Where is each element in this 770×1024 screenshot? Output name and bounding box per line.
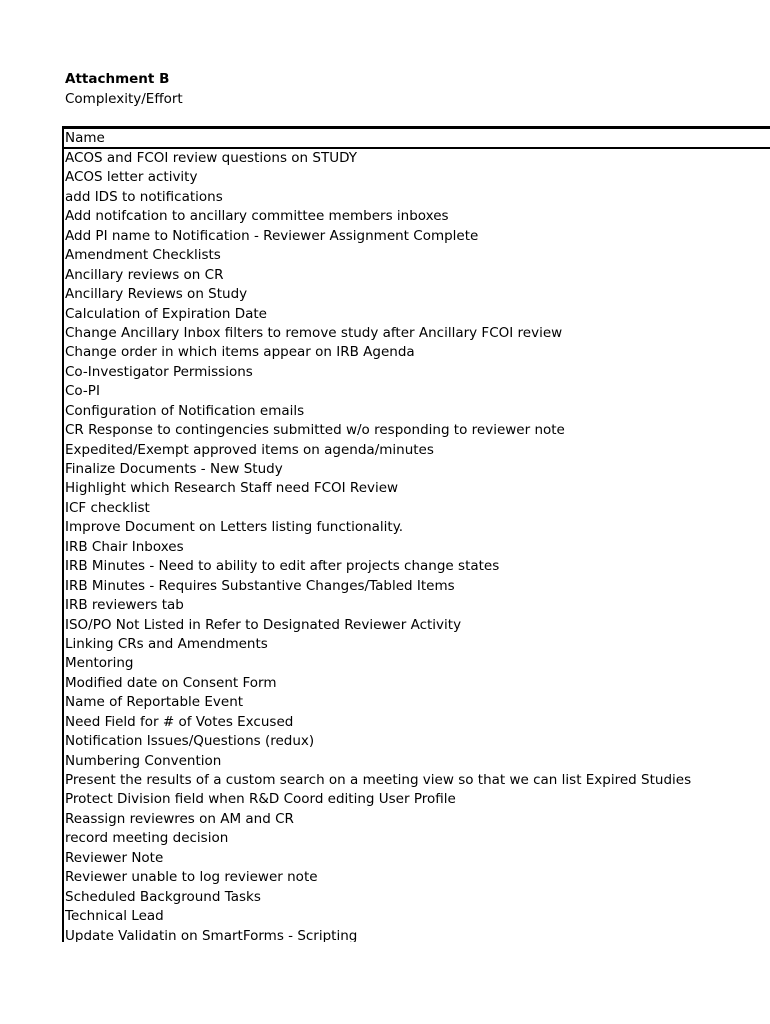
- document-title: Attachment B: [65, 71, 170, 87]
- table-row: Update Validatin on SmartForms - Scripting: [65, 927, 358, 942]
- table-row: Calculation of Expiration Date: [65, 305, 267, 322]
- table-row: ACOS letter activity: [65, 169, 198, 186]
- table-row: ICF checklist: [65, 499, 150, 516]
- table-row: Protect Division field when R&D Coord editing User Profile: [65, 791, 456, 808]
- table-row: Co-PI: [65, 383, 100, 400]
- table-row: Modified date on Consent Form: [65, 674, 277, 691]
- table-row: Finalize Documents - New Study: [65, 461, 283, 477]
- table-row: Mentoring: [65, 655, 134, 672]
- table-row: Highlight which Research Staff need FCOI Review: [65, 480, 399, 497]
- table-row: IRB reviewers tab: [65, 597, 184, 614]
- table-row: Linking CRs and Amendments: [65, 635, 268, 652]
- table-row: Notification Issues/Questions (redux): [65, 733, 315, 750]
- table-row: Reviewer unable to log reviewer note: [65, 869, 318, 886]
- table-row: record meeting decision: [65, 830, 229, 847]
- table-row: Name of Reportable Event: [65, 694, 244, 711]
- table-row: Ancillary reviews on CR: [65, 266, 224, 283]
- table-row: ACOS and FCOI review questions on STUDY: [65, 150, 357, 166]
- table-row: Configuration of Notification emails: [65, 402, 305, 419]
- table-rows: [64, 149, 770, 942]
- table-row: Ancillary Reviews on Study: [65, 286, 248, 303]
- table-row: Present the results of a custom search on a meeting view so that we can list Expired Studies: [65, 772, 692, 788]
- table-row: CR Response to contingencies submitted w/o responding to reviewer note: [65, 422, 565, 439]
- table-row: IRB Minutes - Requires Substantive Changes/Tabled Items: [65, 577, 455, 594]
- table-row: Expedited/Exempt approved items on agenda/minutes: [65, 441, 434, 458]
- table-row: Reviewer Note: [65, 849, 164, 866]
- table-row: Technical Lead: [65, 908, 164, 925]
- table-row: IRB Minutes - Need to ability to edit after projects change states: [65, 558, 500, 575]
- table-row: add IDS to notifications: [65, 188, 223, 205]
- table-row: Need Field for # of Votes Excused: [65, 713, 294, 730]
- column-header-name: Name: [64, 129, 770, 149]
- table-row: Change order in which items appear on IRB Agenda: [65, 344, 415, 361]
- table-row: Scheduled Background Tasks: [65, 888, 261, 905]
- table-row: Numbering Convention: [65, 752, 222, 769]
- table-row: Amendment Checklists: [65, 247, 221, 264]
- table-row: Reassign reviewres on AM and CR: [65, 810, 294, 827]
- table-row: ISO/PO Not Listed in Refer to Designated Reviewer Activity: [65, 616, 462, 633]
- table-row: Improve Document on Letters listing functionality.: [65, 519, 404, 536]
- table-row: Add notifcation to ancillary committee members inboxes: [65, 208, 449, 225]
- table-row: Co-Investigator Permissions: [65, 363, 253, 380]
- document-subtitle: Complexity/Effort: [65, 91, 183, 107]
- table-row: IRB Chair Inboxes: [65, 538, 184, 555]
- complexity-table: [62, 126, 770, 942]
- table-row: Add PI name to Notification - Reviewer Assignment Complete: [65, 227, 479, 244]
- table-row: Change Ancillary Inbox filters to remove study after Ancillary FCOI review: [65, 324, 563, 341]
